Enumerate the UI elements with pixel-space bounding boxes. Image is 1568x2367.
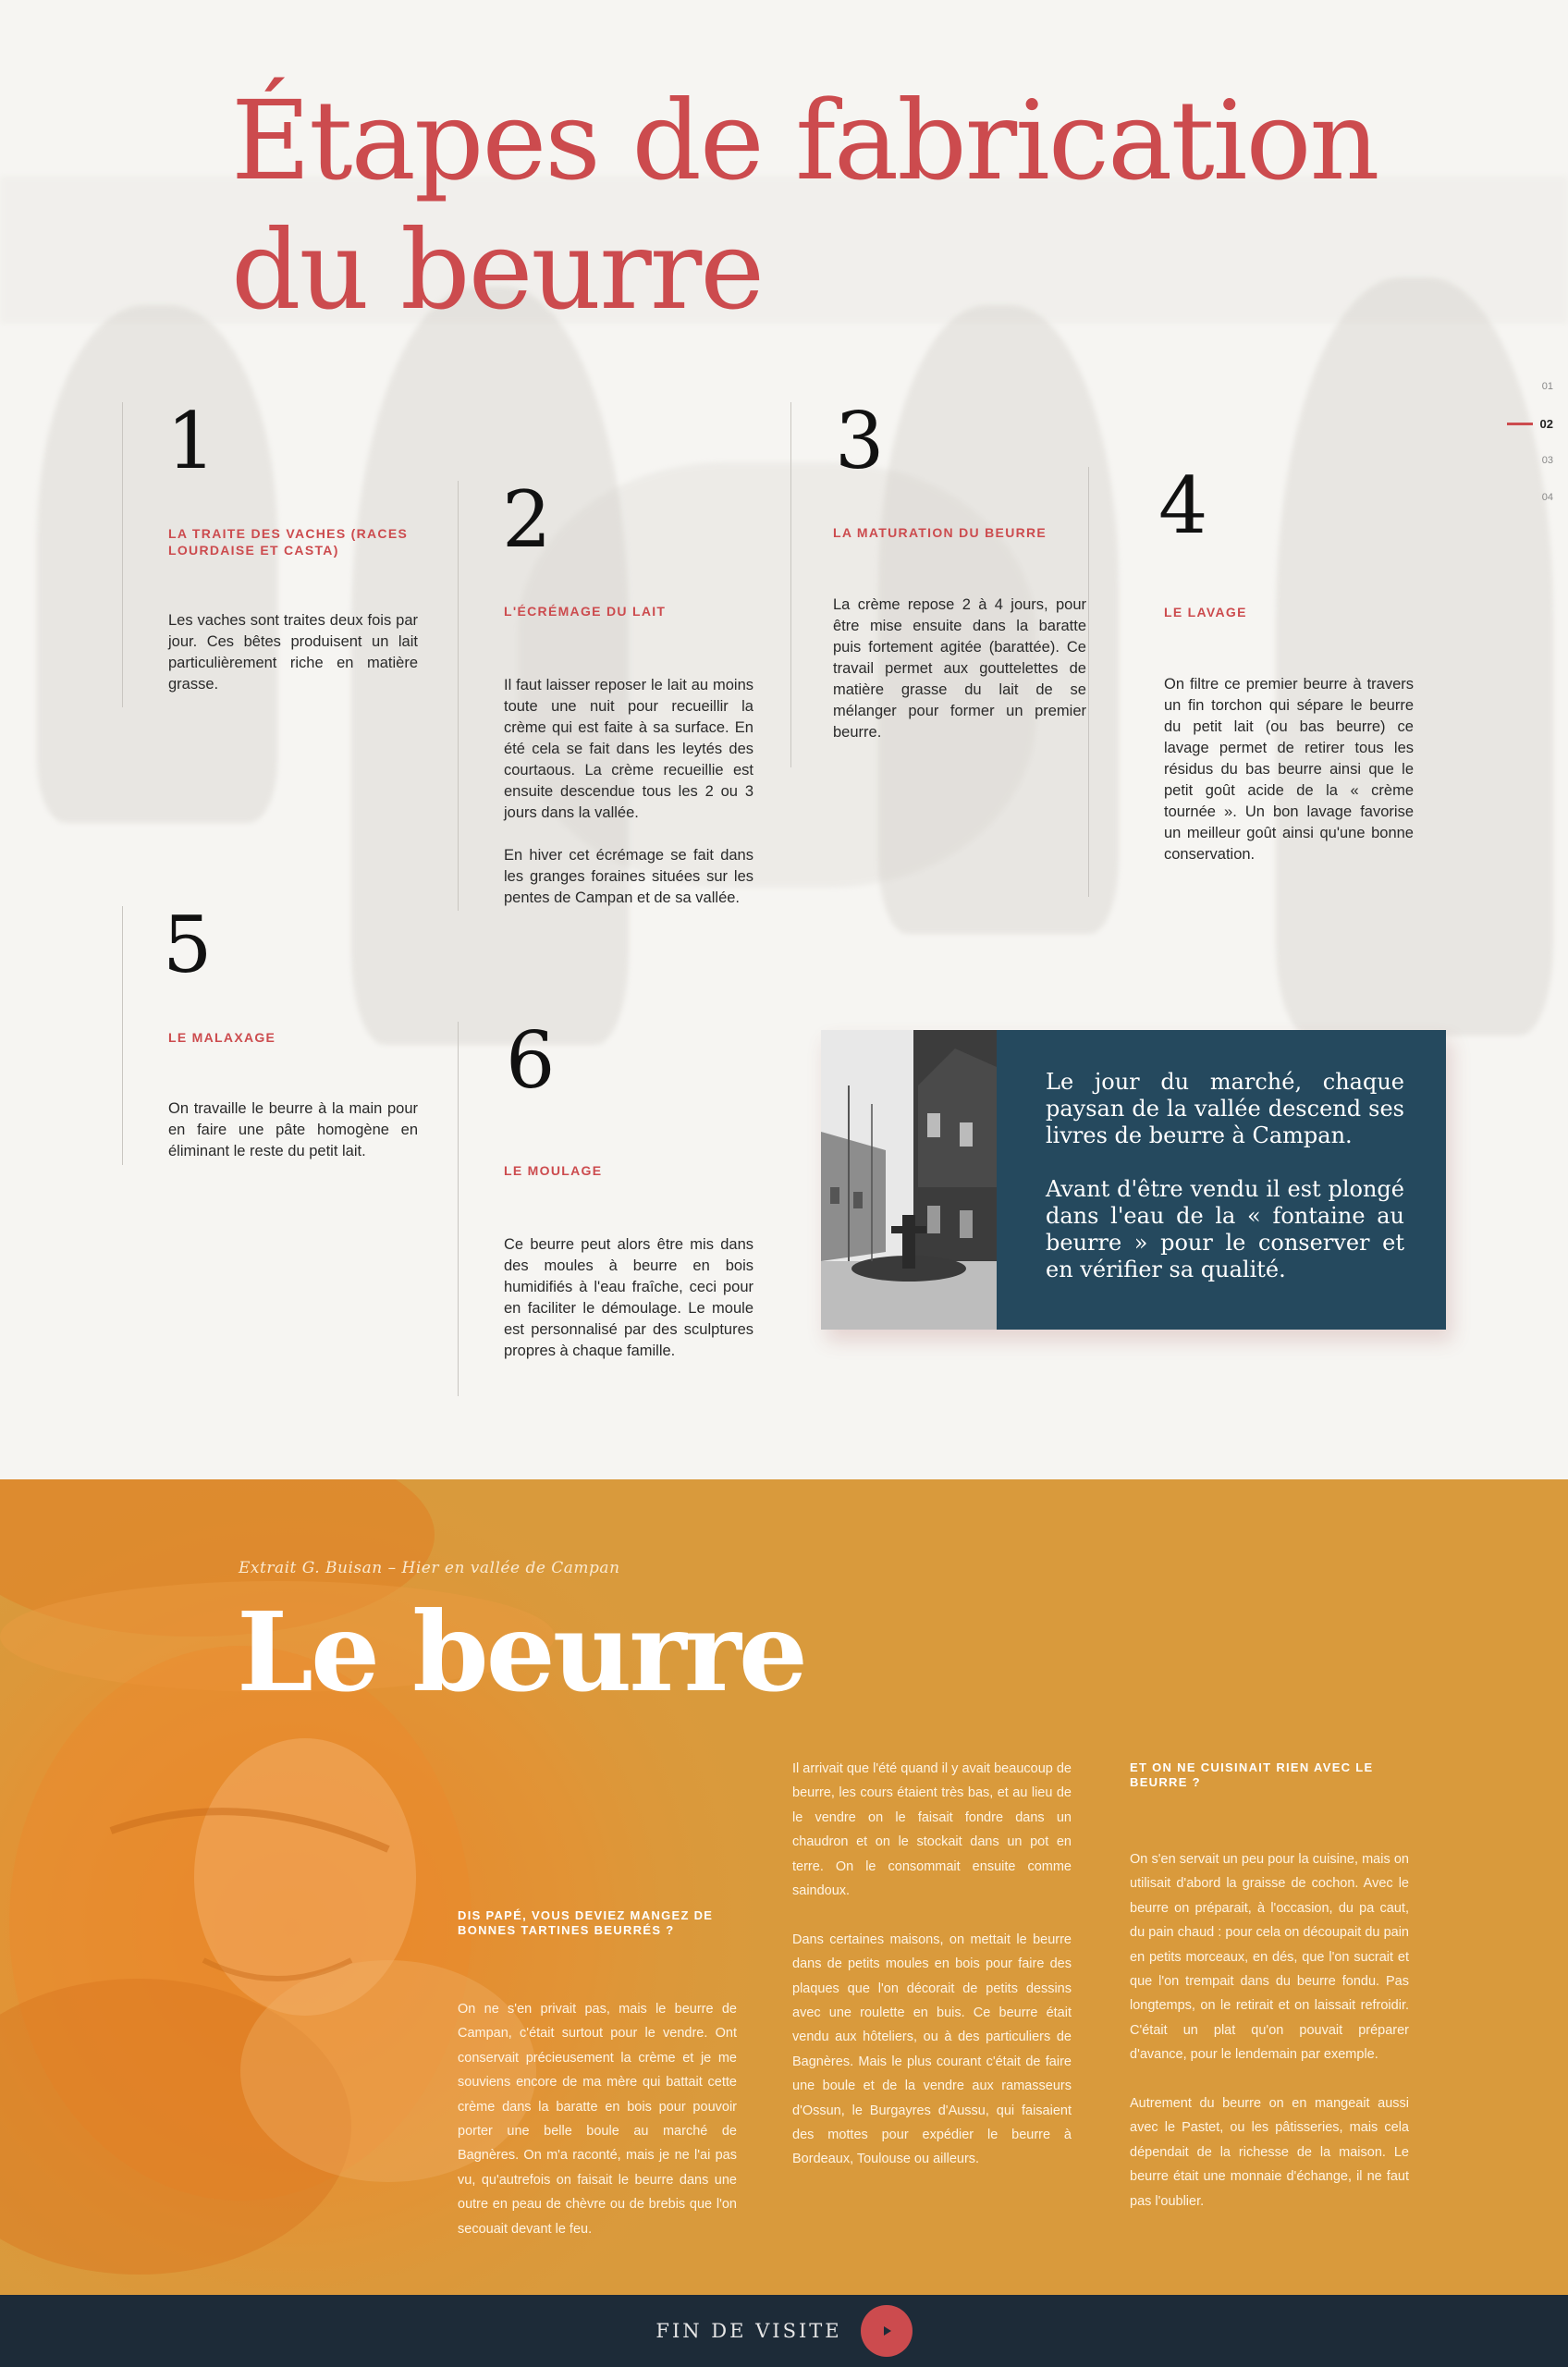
quote-text	[1046, 1069, 1404, 1283]
end-visit-button[interactable]	[861, 2305, 913, 2357]
step-number: 3	[835, 396, 885, 486]
story-paragraph: Dans certaines maisons, on mettait le beurre dans de petits moules en bois pour faire des plaques que l'on décorait de petits dessins avec une roulette en buis. Ce beurre était vendu aux hôteliers, ou à des particuliers de Bagnères. Mais le plus courant c'était de faire une boule et de la vendre aux ramasseurs d'Ossun, le Burgayres d'Aussu, qui faisaient des mottes pour expédier le beurre à Bordeaux, Toulouse ou ailleurs.	[792, 1932, 1072, 2167]
step-paragraph: Les vaches sont traites deux fois par jour. Ces bêtes produisent un lait particulièrement riche en matière grasse.	[168, 612, 418, 693]
step-heading: LE MALAXAGE	[168, 1030, 276, 1045]
step-divider	[458, 1022, 459, 1396]
step-number: 6	[506, 1015, 556, 1106]
end-visit-label[interactable]: FIN DE VISITE	[655, 2320, 842, 2342]
quote-paragraph-2: Avant d'être vendu il est plongé dans l'eau de la « fontaine au beurre » pour le conserver et en vérifier sa qualité.	[1046, 1176, 1404, 1282]
step-heading: LA MATURATION DU BEURRE	[833, 525, 1047, 540]
fountain-photo-illustration	[821, 1030, 997, 1330]
story-paragraph: Autrement du beurre on en mangeait aussi avec le Pastet, ou les pâtisseries, mais cela dépendait de la richesse de la maison. Le beurre était une monnaie d'échange, il ne faut pas l'oublier.	[1130, 2096, 1409, 2209]
step-paragraph: La crème repose 2 à 4 jours, pour être mise ensuite dans la baratte puis fortement agitée (barattée). Ce travail permet aux gouttelettes de matière grasse du lait de se mélanger pour former un premier beurre.	[833, 596, 1086, 741]
story-col1-body	[458, 1997, 737, 2241]
step-divider	[122, 402, 123, 707]
step-5	[122, 900, 418, 1165]
pager-item-01[interactable]: 01	[1541, 381, 1553, 392]
step-divider	[122, 906, 123, 1165]
story-paragraph: On ne s'en privait pas, mais le beurre de Campan, c'était surtout pour le vendre. Ont conservait précieusement la crème et je me souviens encore de ma mère qui battait cette crème dans la baratte en bois pour pouvoir porter une belle boule au marché de Bagnères. On m'a raconté, mais je ne l'ai pas vu, qu'autrefois on faisait le beurre dans une outre en peau de chèvre ou de brebis que l'on secouait devant le feu.	[458, 2002, 737, 2237]
story-title: Le beurre	[237, 1588, 805, 1716]
step-body	[168, 610, 418, 695]
step-number: 1	[166, 396, 216, 486]
step-number: 4	[1158, 460, 1208, 551]
step-2	[458, 474, 753, 911]
step-body	[168, 1098, 418, 1162]
story-col3-heading: ET ON NE CUISINAIT RIEN AVEC LE BEURRE ?	[1130, 1760, 1374, 1789]
story-section	[0, 1479, 1568, 2295]
market-quote-card	[821, 1030, 1446, 1330]
step-body	[833, 595, 1086, 743]
page-title-line-1: Étapes de fabrication	[231, 77, 1378, 204]
story-source: Extrait G. Buisan – Hier en vallée de Campan	[239, 1559, 620, 1577]
footer-bar	[0, 2295, 1568, 2367]
quote-paragraph-1: Le jour du marché, chaque paysan de la vallée descend ses livres de beurre à Campan.	[1046, 1069, 1404, 1148]
step-paragraph: On travaille le beurre à la main pour en faire une pâte homogène en éliminant le reste du petit lait.	[168, 1100, 418, 1159]
step-body	[504, 1234, 753, 1362]
pager-item-03[interactable]: 03	[1541, 455, 1553, 466]
step-divider	[458, 481, 459, 911]
story-paragraph: On s'en servait un peu pour la cuisine, mais on utilisait d'abord la graisse de cochon. Avec le beurre on préparait, à l'occasion, du pa caut, du pain chaud : pour cela on découpait du pain en petits morceaux, en dés, que l'on sucrait et que l'on trempait dans du beurre fondu. Pas longtemps, on le retirait et on laissait refroidir. C'était un plat qu'on pouvait préparer d'avance, pour le lendemain par exemple.	[1130, 1852, 1409, 2063]
pager-item-02[interactable]: 02	[1488, 405, 1553, 442]
page-title	[231, 76, 1378, 335]
step-1	[122, 396, 418, 707]
story-col1-heading: DIS PAPÉ, VOUS DEVIEZ MANGEZ DE BONNES TARTINES BEURRÉS ?	[458, 1908, 714, 1937]
step-6	[458, 1015, 753, 1396]
story-col3-body	[1130, 1847, 1409, 2214]
step-paragraph: En hiver cet écrémage se fait dans les granges foraines situées sur les pentes de Campan et de sa vallée.	[504, 847, 753, 906]
step-number: 5	[163, 900, 213, 990]
step-paragraph: Ce beurre peut alors être mis dans des moules à beurre en bois humidifiés à l'eau fraîche, ceci pour en faciliter le démoulage. Le moule est personnalisé par des sculptures propres à chaque famille.	[504, 1236, 753, 1359]
pager-item-04[interactable]: 04	[1541, 492, 1553, 503]
section-pager	[1488, 368, 1553, 516]
page-title-line-2: du beurre	[231, 206, 764, 334]
step-4	[1088, 460, 1421, 897]
step-heading: LE MOULAGE	[504, 1163, 603, 1178]
story-col2-body	[792, 1757, 1072, 2172]
step-body	[504, 675, 753, 909]
step-divider	[790, 402, 791, 767]
step-divider	[1088, 467, 1089, 897]
story-paragraph: Il arrivait que l'été quand il y avait beaucoup de beurre, les cours étaient très bas, et au lieu de le vendre on le faisait fondre dans un chaudron et on le stockait dans un pot en terre. On le consommait ensuite comme saindoux.	[792, 1761, 1072, 1899]
step-body	[1164, 674, 1414, 865]
step-paragraph: Il faut laisser reposer le lait au moins toute une nuit pour recueillir la crème qui est faite à sa surface. En été cela se fait dans les leytés des courtaous. La crème recueillie est ensuite descendue tous les 2 ou 3 jours dans la vallée.	[504, 677, 753, 821]
play-icon	[879, 2324, 894, 2338]
step-number: 2	[502, 474, 552, 565]
fountain-photo	[821, 1030, 997, 1330]
step-paragraph: On filtre ce premier beurre à travers un fin torchon qui sépare le beurre du petit lait (ou bas beurre) ce lavage permet de retirer tous les résidus du bas beurre ainsi que le petit goût acide de la « crème tournée ». Un bon lavage favorise un meilleur goût ainsi qu'une bonne conservation.	[1164, 676, 1414, 863]
step-heading: LE LAVAGE	[1164, 605, 1247, 619]
step-3	[790, 396, 1086, 767]
step-heading: L'ÉCRÉMAGE DU LAIT	[504, 604, 667, 619]
step-heading: LA TRAITE DES VACHES (RACES LOURDAISE ET CASTA)	[168, 526, 409, 558]
